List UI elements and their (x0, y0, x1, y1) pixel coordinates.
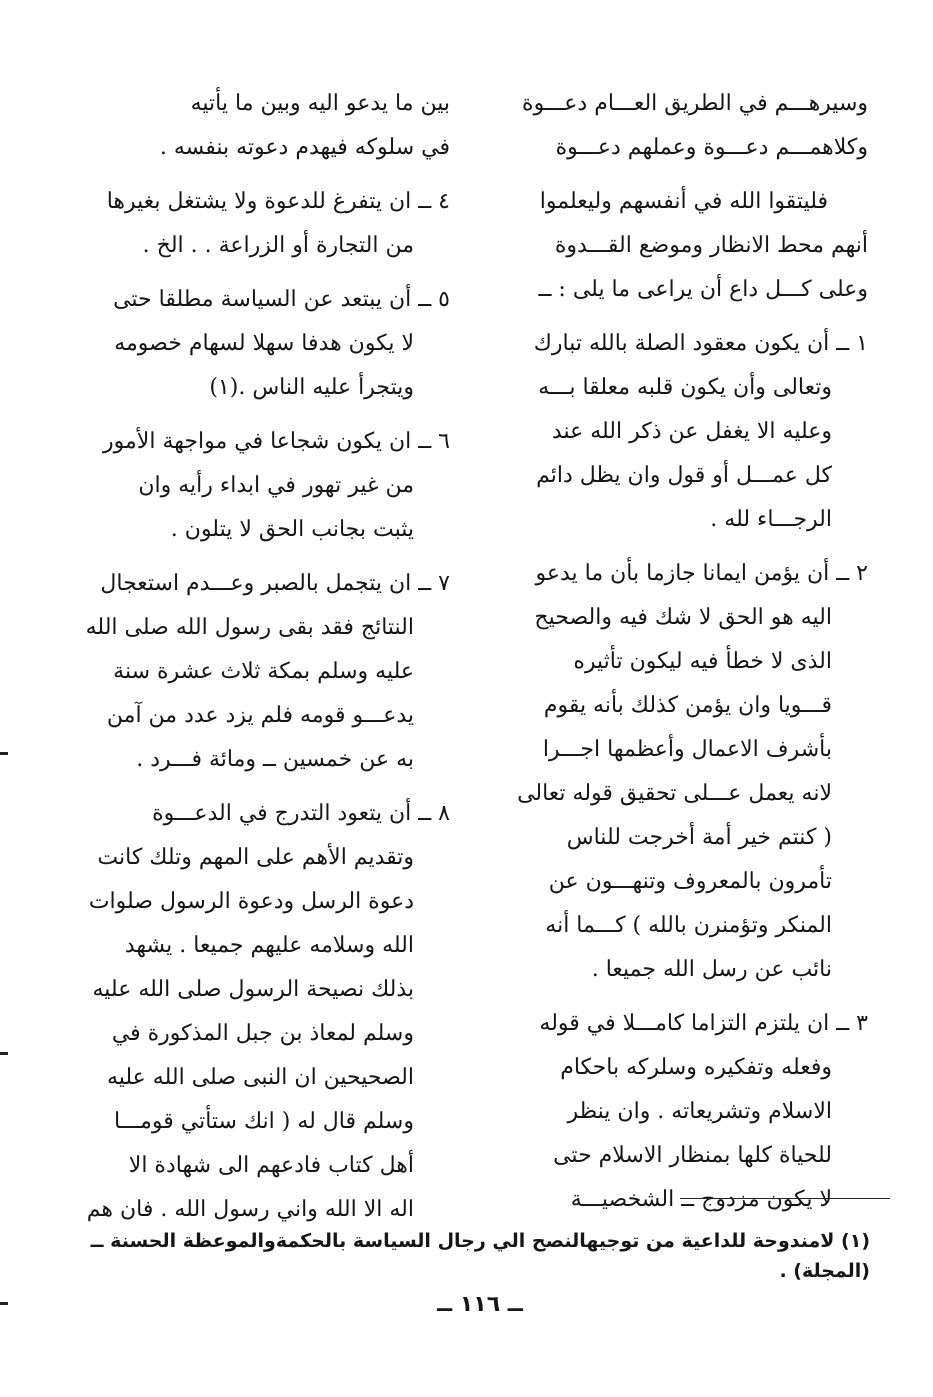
text-line: لا يكون مزدوج ــ الشخصيـــة (570, 1187, 832, 1212)
text-line: الرجـــاء لله . (710, 507, 832, 532)
text-line: في سلوكه فيهدم دعوته بنفسه . (159, 135, 450, 160)
text-line: ٧ ــ ان يتجمل بالصبر وعـــدم استعجال (100, 571, 450, 596)
text-line: وتعالى وأن يكون قلبه معلقا بـــه (538, 375, 832, 400)
footnote-separator (680, 1198, 890, 1199)
text-line: يثبت بجانب الحق لا يتلون . (170, 517, 414, 542)
text-line: بين ما يدعو اليه وبين ما يأتيه (190, 91, 450, 116)
text-line: ويتجرأ عليه الناس .(١) (209, 375, 414, 400)
right-column (506, 82, 868, 1232)
text-line: أهل كتاب فادعهم الى شهادة الا (128, 1153, 414, 1178)
text-line: يدعـــو قومه فلم يزد عدد من آمن (106, 703, 414, 728)
left-column (72, 82, 450, 1242)
list-item-1 (506, 322, 868, 542)
text-line: ( كنتم خير أمة أخرجت للناس (566, 825, 832, 850)
list-item-3 (506, 1002, 868, 1222)
text-line: نائب عن رسل الله جميعا . (591, 957, 832, 982)
text-line: وسلم قال له ( انك ستأتي قومـــا (114, 1109, 414, 1134)
text-line: النتائج فقد بقى رسول الله صلى الله (85, 615, 414, 640)
text-line: وكلاهمـــم دعـــوة وعملهم دعـــوة (555, 135, 868, 160)
text-line: كل عمـــل أو قول وان يظل دائم (536, 463, 832, 488)
text-line: وتقديم الأهم على المهم وتلك كانت (97, 845, 414, 870)
text-line: الذى لا خطأ فيه ليكون تأثيره (573, 649, 832, 674)
text-line: دعوة الرسل ودعوة الرسول صلوات (88, 889, 414, 914)
scan-edge-mark (0, 1302, 8, 1305)
text-line: وسيرهـــم في الطريق العـــام دعـــوة (522, 91, 868, 116)
footnote: (١) لامندوحة للداعية من توجيهالنصح الي رجال السياسة بالحكمةوالموعظة الحسنة ــ (المجلة) . (90, 1230, 870, 1282)
text-line: وعلى كـــل داع أن يراعى ما يلى : ــ (538, 277, 868, 302)
text-line: اله الا الله واني رسول الله . فان هم (86, 1197, 414, 1222)
text-line: المنكر وتؤمنرن بالله ) كـــما أنه (545, 913, 832, 938)
text-line: وفعله وتفكيره وسلركه باحكام (560, 1055, 832, 1080)
list-item-7 (72, 562, 450, 782)
text-line: قـــويا وان يؤمن كذلك بأنه يقوم (543, 693, 832, 718)
scan-edge-mark (0, 1052, 8, 1055)
text-line: اليه هو الحق لا شك فيه والصحيح (534, 605, 832, 630)
text-line: ٨ ــ أن يتعود التدرج في الدعـــوة (152, 801, 450, 826)
text-line: من التجارة أو الزراعة . . الخ . (142, 233, 414, 258)
text-line: أنهم محط الانظار وموضع القـــدوة (554, 233, 868, 258)
text-line: لا يكون هدفا سهلا لسهام خصومه (114, 331, 414, 356)
text-line: الصحيحين ان النبى صلى الله عليه (106, 1065, 414, 1090)
text-line: بأشرف الاعمال وأعظمها اجـــرا (542, 737, 832, 762)
list-item-2 (506, 552, 868, 992)
text-line: ٥ ــ أن يبتعد عن السياسة مطلقا حتى (113, 287, 450, 312)
text-line: تأمرون بالمعروف وتنهـــون عن (548, 869, 832, 894)
intro-paragraph-1 (506, 82, 868, 170)
text-line: وعليه الا يغفل عن ذكر الله عند (551, 419, 832, 444)
text-line: عليه وسلم بمكة ثلاث عشرة سنة (113, 659, 414, 684)
text-line: للحياة كلها بمنظار الاسلام حتى (553, 1143, 832, 1168)
text-line: ٤ ــ ان يتفرغ للدعوة ولا يشتغل بغيرها (106, 189, 450, 214)
text-line: ٦ ــ ان يكون شجاعا في مواجهة الأمور (103, 429, 450, 454)
text-line: به عن خمسين ــ ومائة فـــرد . (136, 747, 414, 772)
text-line: بذلك نصيحة الرسول صلى الله عليه (92, 977, 414, 1002)
text-line: ٢ ــ أن يؤمن ايمانا جازما بأن ما يدعو (535, 561, 868, 586)
text-line: الله وسلامه عليهم جميعا . يشهد (124, 933, 414, 958)
text-line: ٣ ــ ان يلتزم التزاما كامـــلا في قوله (539, 1011, 868, 1036)
list-item-5 (72, 278, 450, 410)
text-line: لانه يعمل عـــلى تحقيق قوله تعالى (517, 781, 832, 806)
list-item-8 (72, 792, 450, 1232)
scan-edge-mark (0, 752, 8, 755)
intro-paragraph-2 (506, 180, 868, 312)
list-item-4 (72, 180, 450, 268)
list-item-6 (72, 420, 450, 552)
text-line: فليتقوا الله في أنفسهم وليعلموا (539, 189, 828, 214)
text-line: من غير تهور في ابداء رأيه وان (138, 473, 414, 498)
continuation-paragraph (72, 82, 450, 170)
text-line: الاسلام وتشريعاته . وان ينظر (567, 1099, 832, 1124)
text-line: ١ ــ أن يكون معقود الصلة بالله تبارك (533, 331, 868, 356)
page-number: ــ ١١٦ ــ (437, 1292, 523, 1317)
text-line: وسلم لمعاذ بن جبل المذكورة في (111, 1021, 414, 1046)
